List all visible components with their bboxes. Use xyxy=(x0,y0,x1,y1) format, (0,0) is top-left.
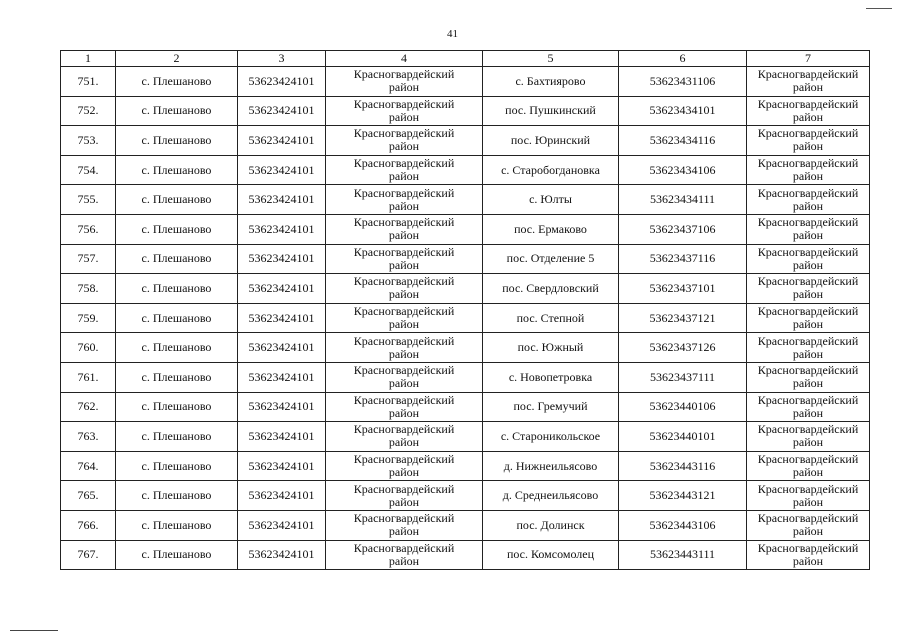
table-row xyxy=(61,392,870,422)
source-settlement: с. Плешаново xyxy=(116,303,238,333)
district-name: Красногвардейский xyxy=(353,392,455,407)
target-settlement: пос. Юринский xyxy=(483,126,619,156)
table-row xyxy=(61,540,870,570)
target-district xyxy=(747,155,870,185)
district-word: район xyxy=(388,524,420,539)
source-settlement: с. Плешаново xyxy=(116,540,238,570)
target-oktmo-code: 53623443106 xyxy=(619,510,747,540)
district-name: Красногвардейский xyxy=(353,422,455,437)
district-word: район xyxy=(792,287,824,302)
row-number: 756. xyxy=(61,214,116,244)
district-name: Красногвардейский xyxy=(353,274,455,289)
row-number: 755. xyxy=(61,185,116,215)
district-word: район xyxy=(388,80,420,95)
table-row xyxy=(61,451,870,481)
source-oktmo-code: 53623424101 xyxy=(238,274,326,304)
target-oktmo-code: 53623437116 xyxy=(619,244,747,274)
source-oktmo-code: 53623424101 xyxy=(238,481,326,511)
target-oktmo-code: 53623434106 xyxy=(619,155,747,185)
target-settlement: д. Нижнеильясово xyxy=(483,451,619,481)
source-district xyxy=(326,510,483,540)
source-oktmo-code: 53623424101 xyxy=(238,67,326,97)
target-settlement: пос. Южный xyxy=(483,333,619,363)
row-number: 766. xyxy=(61,510,116,540)
district-name: Красногвардейский xyxy=(757,452,859,467)
row-number: 762. xyxy=(61,392,116,422)
source-district xyxy=(326,422,483,452)
district-name: Красногвардейский xyxy=(757,126,859,141)
source-oktmo-code: 53623424101 xyxy=(238,510,326,540)
target-settlement: пос. Пушкинский xyxy=(483,96,619,126)
target-district xyxy=(747,214,870,244)
district-word: район xyxy=(792,257,824,272)
source-oktmo-code: 53623424101 xyxy=(238,155,326,185)
district-word: район xyxy=(792,198,824,213)
row-number: 757. xyxy=(61,244,116,274)
row-number: 764. xyxy=(61,451,116,481)
district-word: район xyxy=(388,405,420,420)
table-row xyxy=(61,303,870,333)
target-oktmo-code: 53623437106 xyxy=(619,214,747,244)
source-district xyxy=(326,67,483,97)
target-district xyxy=(747,126,870,156)
target-district xyxy=(747,244,870,274)
top-edge-rule xyxy=(866,8,892,9)
district-name: Красногвардейский xyxy=(757,422,859,437)
district-word: район xyxy=(792,346,824,361)
target-oktmo-code: 53623437111 xyxy=(619,362,747,392)
district-name: Красногвардейский xyxy=(757,481,859,496)
source-settlement: с. Плешаново xyxy=(116,510,238,540)
district-name: Красногвардейский xyxy=(757,540,859,555)
source-district xyxy=(326,214,483,244)
source-district xyxy=(326,244,483,274)
district-word: район xyxy=(792,465,824,480)
district-word: район xyxy=(792,139,824,154)
source-district xyxy=(326,303,483,333)
target-oktmo-code: 53623443121 xyxy=(619,481,747,511)
source-oktmo-code: 53623424101 xyxy=(238,333,326,363)
table-row xyxy=(61,126,870,156)
district-name: Красногвардейский xyxy=(757,363,859,378)
table-row xyxy=(61,185,870,215)
district-word: район xyxy=(388,494,420,509)
district-word: район xyxy=(792,109,824,124)
source-settlement: с. Плешаново xyxy=(116,244,238,274)
source-oktmo-code: 53623424101 xyxy=(238,422,326,452)
table-row xyxy=(61,274,870,304)
district-word: район xyxy=(388,376,420,391)
district-word: район xyxy=(792,169,824,184)
district-name: Красногвардейский xyxy=(353,481,455,496)
target-settlement: д. Среднеильясово xyxy=(483,481,619,511)
row-number: 763. xyxy=(61,422,116,452)
source-settlement: с. Плешаново xyxy=(116,96,238,126)
row-number: 759. xyxy=(61,303,116,333)
source-settlement: с. Плешаново xyxy=(116,214,238,244)
source-settlement: с. Плешаново xyxy=(116,392,238,422)
district-word: район xyxy=(792,80,824,95)
district-name: Красногвардейский xyxy=(757,185,859,200)
target-district xyxy=(747,362,870,392)
district-name: Красногвардейский xyxy=(757,96,859,111)
district-word: район xyxy=(388,465,420,480)
target-oktmo-code: 53623437121 xyxy=(619,303,747,333)
source-district xyxy=(326,274,483,304)
source-settlement: с. Плешаново xyxy=(116,451,238,481)
column-number: 3 xyxy=(238,51,326,67)
district-word: район xyxy=(388,257,420,272)
target-oktmo-code: 53623443111 xyxy=(619,540,747,570)
source-oktmo-code: 53623424101 xyxy=(238,96,326,126)
district-word: район xyxy=(388,228,420,243)
source-settlement: с. Плешаново xyxy=(116,155,238,185)
district-name: Красногвардейский xyxy=(757,244,859,259)
source-settlement: с. Плешаново xyxy=(116,362,238,392)
source-oktmo-code: 53623424101 xyxy=(238,540,326,570)
target-settlement: пос. Гремучий xyxy=(483,392,619,422)
target-oktmo-code: 53623437126 xyxy=(619,333,747,363)
column-number: 6 xyxy=(619,51,747,67)
row-number: 751. xyxy=(61,67,116,97)
table-row xyxy=(61,214,870,244)
source-district xyxy=(326,362,483,392)
district-word: район xyxy=(792,494,824,509)
settlement-register-table xyxy=(60,50,870,570)
target-district xyxy=(747,185,870,215)
target-district xyxy=(747,422,870,452)
district-name: Красногвардейский xyxy=(757,156,859,171)
table-row xyxy=(61,333,870,363)
target-settlement: пос. Комсомолец xyxy=(483,540,619,570)
source-oktmo-code: 53623424101 xyxy=(238,126,326,156)
table-row xyxy=(61,155,870,185)
district-word: район xyxy=(792,228,824,243)
source-settlement: с. Плешаново xyxy=(116,126,238,156)
district-name: Красногвардейский xyxy=(353,304,455,319)
target-district xyxy=(747,540,870,570)
district-word: район xyxy=(792,524,824,539)
target-oktmo-code: 53623443116 xyxy=(619,451,747,481)
target-settlement: пос. Отделение 5 xyxy=(483,244,619,274)
district-name: Красногвардейский xyxy=(353,363,455,378)
district-name: Красногвардейский xyxy=(757,333,859,348)
target-district xyxy=(747,303,870,333)
district-name: Красногвардейский xyxy=(757,67,859,82)
district-name: Красногвардейский xyxy=(757,274,859,289)
target-settlement: с. Старобогдановка xyxy=(483,155,619,185)
table-row xyxy=(61,422,870,452)
source-oktmo-code: 53623424101 xyxy=(238,244,326,274)
source-district xyxy=(326,392,483,422)
district-word: район xyxy=(388,139,420,154)
target-oktmo-code: 53623434111 xyxy=(619,185,747,215)
target-settlement: пос. Долинск xyxy=(483,510,619,540)
district-word: район xyxy=(388,435,420,450)
district-name: Красногвардейский xyxy=(757,511,859,526)
target-settlement: с. Новопетровка xyxy=(483,362,619,392)
target-settlement: пос. Степной xyxy=(483,303,619,333)
column-number-row xyxy=(61,51,870,67)
target-oktmo-code: 53623440101 xyxy=(619,422,747,452)
source-settlement: с. Плешаново xyxy=(116,185,238,215)
target-district xyxy=(747,451,870,481)
source-oktmo-code: 53623424101 xyxy=(238,392,326,422)
source-oktmo-code: 53623424101 xyxy=(238,185,326,215)
target-settlement: пос. Ермаково xyxy=(483,214,619,244)
district-word: район xyxy=(388,287,420,302)
district-name: Красногвардейский xyxy=(757,392,859,407)
source-district xyxy=(326,185,483,215)
target-oktmo-code: 53623437101 xyxy=(619,274,747,304)
target-district xyxy=(747,481,870,511)
target-settlement: пос. Свердловский xyxy=(483,274,619,304)
district-name: Красногвардейский xyxy=(353,333,455,348)
target-oktmo-code: 53623440106 xyxy=(619,392,747,422)
district-word: район xyxy=(388,198,420,213)
district-name: Красногвардейский xyxy=(353,540,455,555)
district-word: район xyxy=(792,553,824,568)
target-oktmo-code: 53623434116 xyxy=(619,126,747,156)
source-district xyxy=(326,451,483,481)
table-row xyxy=(61,362,870,392)
source-settlement: с. Плешаново xyxy=(116,333,238,363)
district-name: Красногвардейский xyxy=(757,215,859,230)
district-name: Красногвардейский xyxy=(353,96,455,111)
district-name: Красногвардейский xyxy=(353,126,455,141)
target-district xyxy=(747,392,870,422)
district-word: район xyxy=(388,169,420,184)
source-settlement: с. Плешаново xyxy=(116,274,238,304)
district-word: район xyxy=(792,317,824,332)
row-number: 754. xyxy=(61,155,116,185)
column-number: 5 xyxy=(483,51,619,67)
row-number: 752. xyxy=(61,96,116,126)
source-district xyxy=(326,126,483,156)
table-row xyxy=(61,67,870,97)
district-word: район xyxy=(792,405,824,420)
target-district xyxy=(747,510,870,540)
district-name: Красногвардейский xyxy=(353,185,455,200)
target-oktmo-code: 53623434101 xyxy=(619,96,747,126)
source-district xyxy=(326,155,483,185)
district-word: район xyxy=(388,553,420,568)
target-district xyxy=(747,96,870,126)
target-oktmo-code: 53623431106 xyxy=(619,67,747,97)
district-word: район xyxy=(792,435,824,450)
district-name: Красногвардейский xyxy=(353,67,455,82)
page-number: 41 xyxy=(447,28,458,40)
table-row xyxy=(61,244,870,274)
row-number: 753. xyxy=(61,126,116,156)
column-number: 4 xyxy=(326,51,483,67)
column-number: 7 xyxy=(747,51,870,67)
table-row xyxy=(61,510,870,540)
row-number: 761. xyxy=(61,362,116,392)
column-number: 2 xyxy=(116,51,238,67)
target-district xyxy=(747,274,870,304)
source-oktmo-code: 53623424101 xyxy=(238,362,326,392)
source-district xyxy=(326,96,483,126)
source-settlement: с. Плешаново xyxy=(116,481,238,511)
table-row xyxy=(61,96,870,126)
district-word: район xyxy=(388,109,420,124)
source-oktmo-code: 53623424101 xyxy=(238,303,326,333)
target-settlement: с. Староникольское xyxy=(483,422,619,452)
district-name: Красногвардейский xyxy=(353,452,455,467)
district-name: Красногвардейский xyxy=(353,156,455,171)
row-number: 767. xyxy=(61,540,116,570)
district-word: район xyxy=(388,317,420,332)
source-district xyxy=(326,481,483,511)
target-district xyxy=(747,333,870,363)
source-district xyxy=(326,540,483,570)
district-word: район xyxy=(388,346,420,361)
district-name: Красногвардейский xyxy=(353,244,455,259)
source-oktmo-code: 53623424101 xyxy=(238,214,326,244)
target-settlement: с. Юлты xyxy=(483,185,619,215)
target-settlement: с. Бахтиярово xyxy=(483,67,619,97)
source-settlement: с. Плешаново xyxy=(116,422,238,452)
source-oktmo-code: 53623424101 xyxy=(238,451,326,481)
row-number: 760. xyxy=(61,333,116,363)
source-district xyxy=(326,333,483,363)
row-number: 765. xyxy=(61,481,116,511)
district-name: Красногвардейский xyxy=(757,304,859,319)
row-number: 758. xyxy=(61,274,116,304)
bottom-edge-rule xyxy=(10,630,58,631)
district-name: Красногвардейский xyxy=(353,215,455,230)
district-name: Красногвардейский xyxy=(353,511,455,526)
district-word: район xyxy=(792,376,824,391)
source-settlement: с. Плешаново xyxy=(116,67,238,97)
column-number: 1 xyxy=(61,51,116,67)
table-row xyxy=(61,481,870,511)
target-district xyxy=(747,67,870,97)
